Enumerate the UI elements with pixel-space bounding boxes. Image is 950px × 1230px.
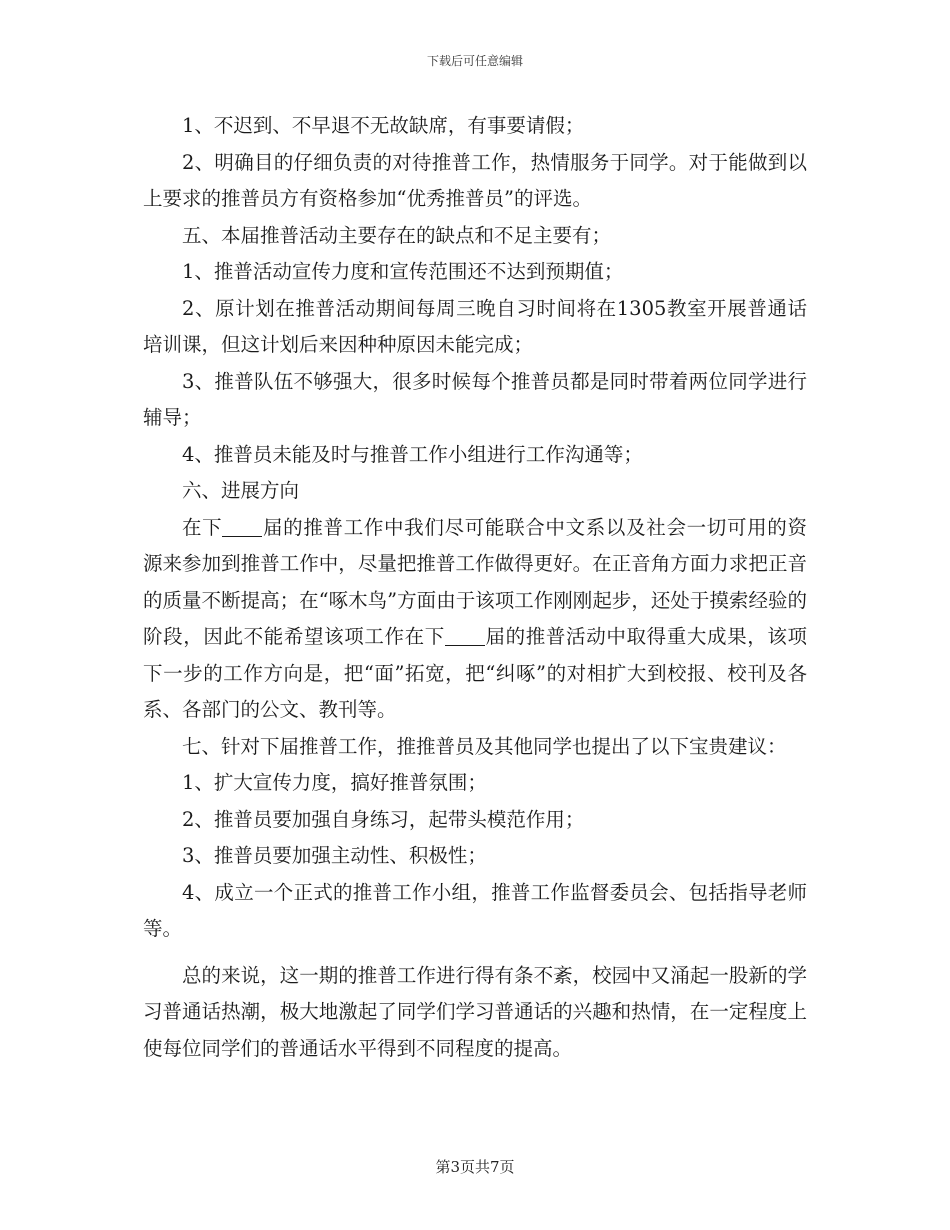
paragraph-summary: 总的来说，这一期的推普工作进行得有条不紊，校园中又涌起一股新的学习普通话热潮，极大地激起了同学们学习普通话的兴趣和热情，在一定程度上使每位同学们的普通话水平得到不同程度的提高。 <box>143 963 807 1060</box>
document-body <box>143 108 807 1067</box>
paragraph-suggestion-2: 2、推普员要加强自身练习，起带头模范作用； <box>182 807 585 831</box>
direction-text-part-3: 届的推普活动中取得重大成果，该项下一步的工作方向是，把“面”拓宽，把“纠啄”的对相扩大到校报、校刊及各系、各部门的公文、教刊等。 <box>143 625 807 721</box>
paragraph-suggestion-4: 4、成立一个正式的推普工作小组，推普工作监督委员会、包括指导老师等。 <box>143 880 807 940</box>
paragraph-shortcoming-1: 1、推普活动宣传力度和宣传范围还不达到预期值； <box>182 260 624 283</box>
paragraph-rule-2: 2、明确目的仔细负责的对待推普工作，热情服务于同学。对于能做到以上要求的推普员方有资格参加“优秀推普员”的评选。 <box>143 150 807 210</box>
direction-text-part-1: 在下 <box>182 515 223 539</box>
section-heading-6: 六、进展方向 <box>182 479 300 502</box>
blank-underline <box>222 516 262 537</box>
paragraph-suggestion-1: 1、扩大宣传力度，搞好推普氛围； <box>182 771 487 794</box>
paragraph-direction <box>143 510 807 729</box>
blank-underline <box>445 626 485 647</box>
page-footer: 第3页共7页 <box>435 1158 515 1176</box>
paragraph-shortcoming-3: 3、推普队伍不够强大，很多时候每个推普员都是同时带着两位同学进行辅导； <box>143 369 807 429</box>
paragraph-suggestion-3: 3、推普员要加强主动性、积极性； <box>182 844 487 867</box>
page-header: 下载后可任意编辑 <box>426 54 523 68</box>
paragraph-rule-1: 1、不迟到、不早退不无故缺席，有事要请假； <box>182 114 585 137</box>
direction-text-part-2: 届的推普工作中我们尽可能联合中文系以及社会一切可用的资源来参加到推普工作中，尽量把推普工作做得更好。在正音角方面力求把正音的质量不断提高；在“啄木鸟”方面由于该项工作刚刚起步，还处于摸索经验的阶段，因此不能希望该项工作在下 <box>143 515 807 648</box>
section-heading-5: 五、本届推普活动主要存在的缺点和不足主要有； <box>182 223 612 247</box>
paragraph-shortcoming-4: 4、推普员未能及时与推普工作小组进行工作沟通等； <box>182 442 643 466</box>
section-heading-7: 七、针对下届推普工作，推推普员及其他同学也提出了以下宝贵建议： <box>182 734 787 758</box>
paragraph-shortcoming-2: 2、原计划在推普活动期间每周三晚自习时间将在1305教室开展普通话培训课，但这计划后来因种种原因未能完成； <box>143 296 807 356</box>
